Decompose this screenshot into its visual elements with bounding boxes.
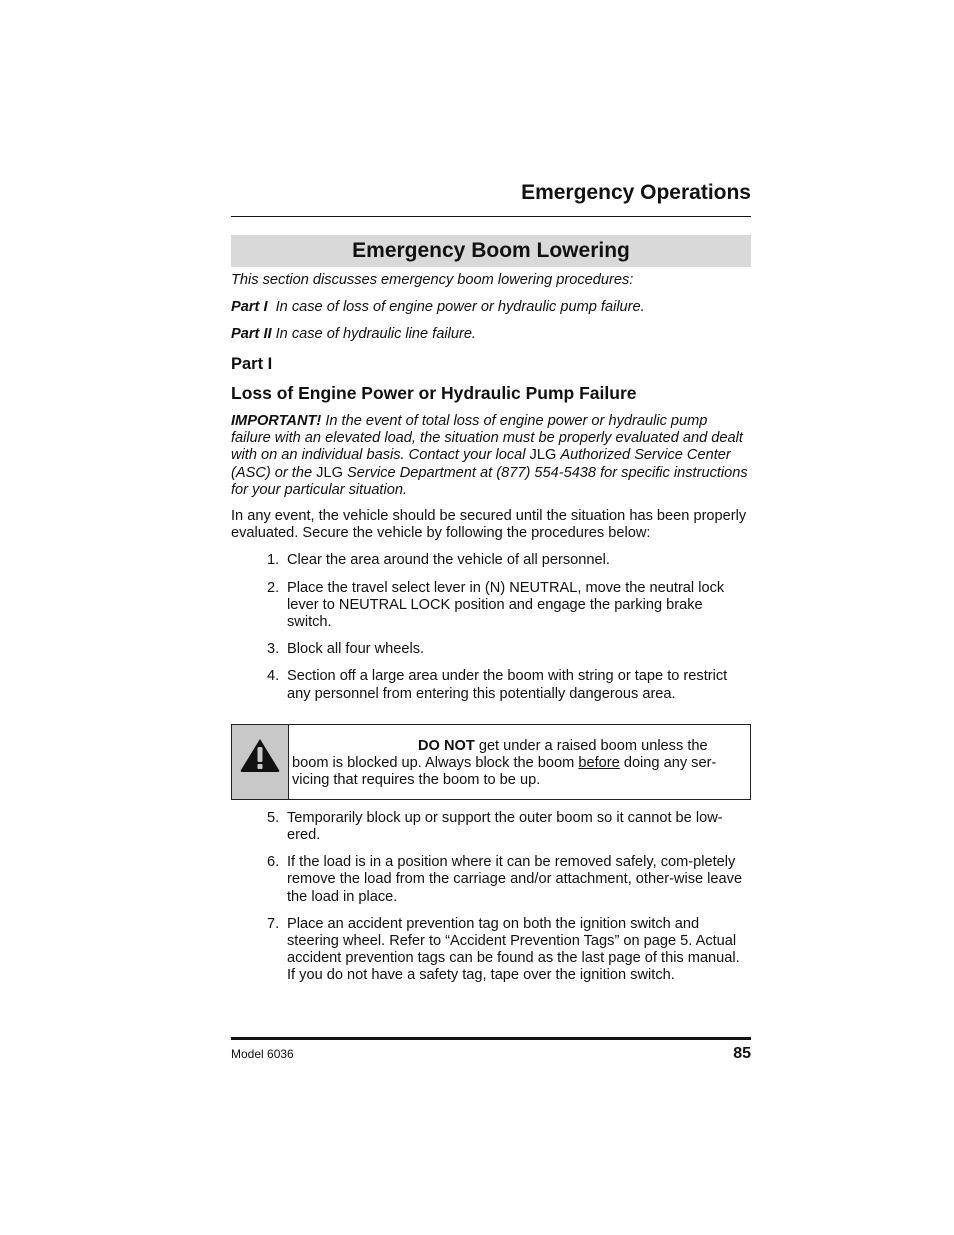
body-text — [231, 272, 751, 985]
important-brand-2: JLG — [316, 464, 343, 481]
step-text: Section off a large area under the boom with string or tape to restrict any personnel from entering this potentially dangerous area. — [287, 668, 728, 702]
important-label: IMPORTANT! — [231, 413, 322, 430]
list-item — [231, 668, 751, 702]
important-text-3: Service Department at (877) 554-5438 for specific instructions for your particular situation. — [231, 464, 748, 498]
footer-model: Model 6036 — [231, 1047, 294, 1061]
important-text-1: In the event of total loss of engine power or hydraulic pump failure with an elevated load, the situation must be properly evaluated and dealt with on an individual basis. Contact your local — [231, 413, 743, 464]
warning-text-1: get under a raised boom unless the boom is blocked up. Always block the boom — [292, 737, 708, 772]
step-text: Block all four wheels. — [287, 641, 425, 658]
warning-bold: DO NOT — [418, 737, 475, 754]
list-item — [231, 810, 751, 844]
warning-text-2: doing any ser-vicing that requires the boom to be up. — [292, 755, 717, 789]
step-text: Place an accident prevention tag on both the ignition switch and steering wheel. Refer to “Accident Prevention Tags” on page 5. Actual accident prevention tags can be found as the last page of this manual. If you do not have a safety tag, tape over the ignition switch. — [287, 915, 740, 984]
step-text: Place the travel select lever in (N) NEUTRAL, move the neutral lock lever to NEUTRAL LOCK position and engage the parking brake switch. — [287, 579, 725, 631]
chapter-title: Emergency Operations — [521, 181, 751, 204]
step-text: If the load is in a position where it can be removed safely, com-pletely remove the load from the carriage and/or attachment, other-wise leave the load in place. — [287, 854, 743, 905]
intro-part1-label: Part I — [231, 299, 268, 316]
warning-box — [231, 724, 751, 800]
intro-part2-label: Part II — [231, 326, 272, 343]
important-text-2: Authorized Service Center (ASC) or the — [231, 447, 731, 481]
sub-heading: Loss of Engine Power or Hydraulic Pump Failure — [231, 382, 637, 403]
intro-part2-text: In case of hydraulic line failure. — [275, 326, 476, 343]
warning-underlined: before — [578, 755, 620, 772]
step-number: 4. — [267, 668, 280, 685]
steps-list-b — [231, 810, 751, 985]
list-item — [231, 552, 751, 569]
page-number: 85 — [733, 1045, 751, 1062]
footer-rule — [231, 1037, 751, 1040]
part-heading: Part I — [231, 354, 273, 373]
step-number: 1. — [267, 552, 280, 569]
list-item — [231, 641, 751, 658]
steps-list-a — [231, 552, 751, 702]
important-note — [231, 413, 751, 499]
section-title-bar — [231, 235, 751, 267]
step-number: 7. — [267, 915, 280, 932]
intro-text: This section discusses emergency boom lowering procedures: — [231, 272, 634, 288]
chapter-rule — [231, 216, 751, 217]
step-number: 6. — [267, 854, 280, 871]
intro-part1 — [231, 299, 751, 316]
step-number: 3. — [267, 641, 280, 658]
list-item — [231, 916, 751, 985]
warning-icon-cell — [232, 725, 289, 799]
step-number: 2. — [267, 579, 280, 596]
warning-triangle-icon — [239, 737, 281, 773]
secure-paragraph: In any event, the vehicle should be secured until the situation has been properly evaluated. Secure the vehicle by following the procedures below: — [231, 508, 747, 542]
step-number: 5. — [267, 809, 280, 826]
intro-part2 — [231, 326, 751, 343]
step-text: Clear the area around the vehicle of all personnel. — [287, 552, 610, 569]
list-item — [231, 854, 751, 906]
section-title: Emergency Boom Lowering — [352, 239, 630, 262]
warning-text — [292, 738, 742, 790]
step-text: Temporarily block up or support the outer boom so it cannot be low-ered. — [287, 809, 723, 844]
list-item — [231, 580, 751, 632]
important-brand-1: JLG — [529, 447, 557, 464]
intro-part1-text: In case of loss of engine power or hydraulic pump failure. — [275, 299, 645, 316]
